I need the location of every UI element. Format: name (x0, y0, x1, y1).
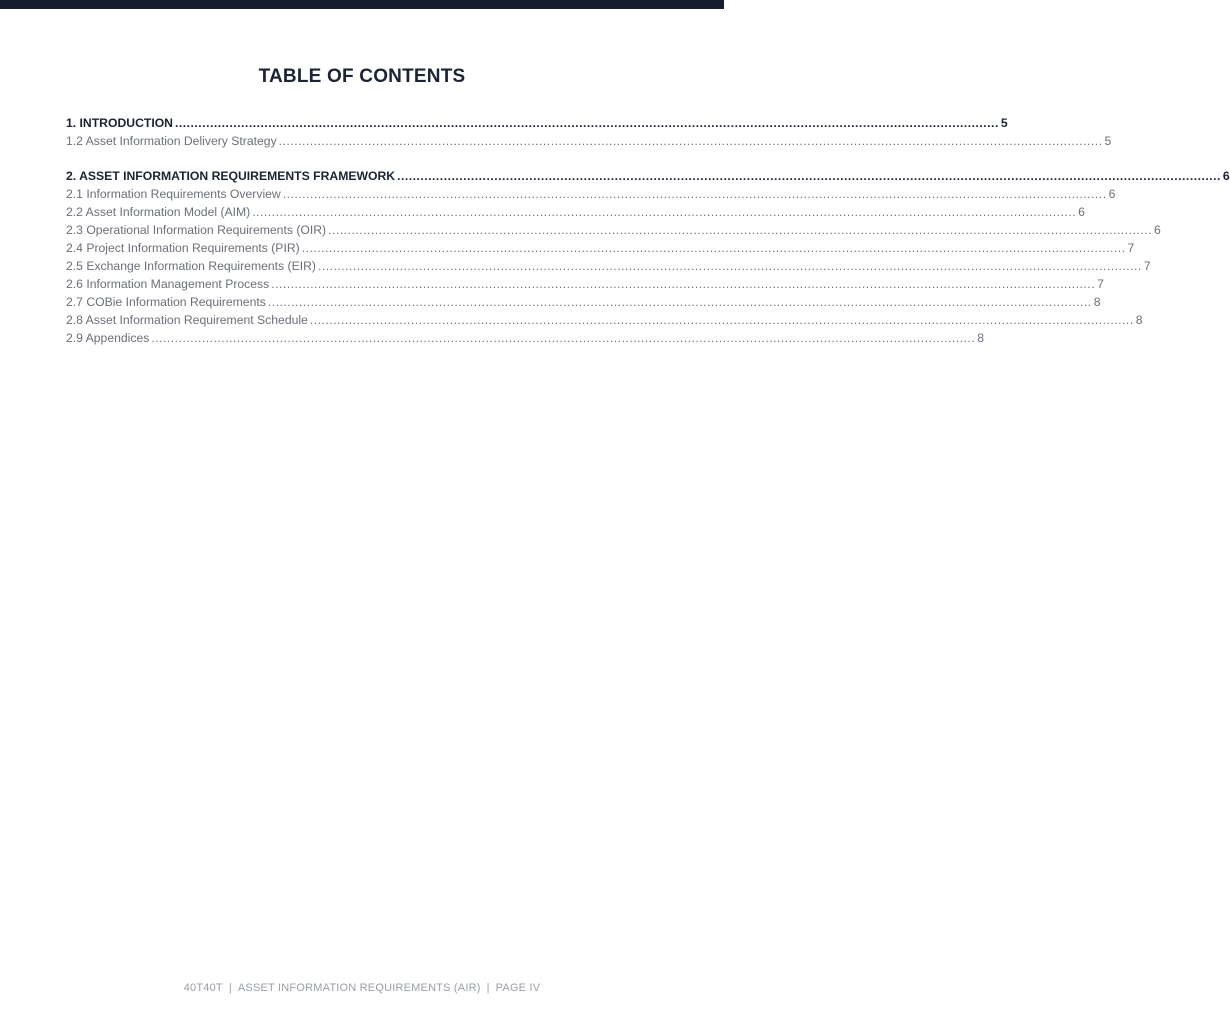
toc-dot-leader: .................................................................................................................................................................................................................... (282, 187, 1107, 201)
toc-entry-label: 2.7 COBie Information Requirements (66, 295, 266, 309)
toc-page-number: 6 (1222, 169, 1230, 183)
page-footer (0, 982, 724, 994)
toc-item-2-4[interactable] (66, 241, 1135, 259)
section-spacer (66, 152, 658, 169)
toc-item-2-7[interactable] (66, 295, 1101, 313)
footer-separator: | (228, 982, 232, 994)
toc-page-number: 6 (1108, 187, 1116, 201)
toc-page-number: 7 (1097, 277, 1104, 291)
toc-dot-leader: .................................................................................................................................................................................................................... (252, 205, 1077, 219)
toc-heading-introduction[interactable] (66, 116, 1008, 134)
toc-dot-leader: .................................................................................................................................................................................................................... (397, 169, 1221, 183)
toc-item-1-2[interactable] (66, 134, 1112, 152)
toc-dot-leader: .................................................................................................................................................................................................................... (151, 331, 976, 345)
footer-code: 40T40T (183, 982, 223, 994)
toc-page-number: 5 (1000, 116, 1008, 130)
toc-dot-leader: .................................................................................................................................................................................................................... (309, 313, 1134, 327)
toc-entry-label: 2.5 Exchange Information Requirements (EIR) (66, 259, 316, 273)
toc-page-number: 8 (1135, 313, 1143, 327)
toc-item-2-6[interactable] (66, 277, 1104, 295)
toc-dot-leader: .................................................................................................................................................................................................................... (174, 116, 999, 130)
toc-item-2-2[interactable] (66, 205, 1085, 223)
toc-page-number: 8 (1093, 295, 1101, 309)
toc-dot-leader: .................................................................................................................................................................................................................... (328, 223, 1152, 237)
toc-item-2-8[interactable] (66, 313, 1143, 331)
toc-entry-label: 2.4 Project Information Requirements (PIR) (66, 241, 300, 255)
toc-entry-label: 2.9 Appendices (66, 331, 150, 345)
toc-entry-label: 1.2 Asset Information Delivery Strategy (66, 134, 277, 148)
footer-separator: | (486, 982, 490, 994)
toc-entry-label: 2.6 Information Management Process (66, 277, 270, 291)
toc-page-number: 6 (1153, 223, 1161, 237)
toc-entry-label: 1. INTRODUCTION (66, 116, 173, 130)
toc-heading-framework[interactable] (66, 169, 1230, 187)
toc-dot-leader: .................................................................................................................................................................................................................... (317, 259, 1142, 273)
toc-page-number: 7 (1143, 259, 1151, 273)
page-title: TABLE OF CONTENTS (258, 66, 466, 87)
table-of-contents (66, 116, 1230, 349)
footer-page-number: PAGE IV (495, 982, 541, 994)
toc-dot-leader: .................................................................................................................................................................................................................... (278, 134, 1103, 148)
toc-item-2-3[interactable] (66, 223, 1161, 241)
toc-page-number: 5 (1104, 134, 1112, 148)
toc-entry-label: 2.1 Information Requirements Overview (66, 187, 281, 201)
toc-entry-label: 2.8 Asset Information Requirement Schedule (66, 313, 308, 327)
footer-document-title: ASSET INFORMATION REQUIREMENTS (AIR) (237, 982, 481, 994)
toc-page-number: 6 (1078, 205, 1085, 219)
toc-item-2-9[interactable] (66, 331, 984, 349)
toc-dot-leader: .................................................................................................................................................................................................................... (301, 241, 1126, 255)
toc-page-number: 8 (977, 331, 984, 345)
toc-item-2-1[interactable] (66, 187, 1116, 205)
toc-entry-label: 2.2 Asset Information Model (AIM) (66, 205, 251, 219)
toc-dot-leader: .................................................................................................................................................................................................................... (271, 277, 1096, 291)
toc-page-number: 7 (1127, 241, 1135, 255)
toc-entry-label: 2.3 Operational Information Requirements (OIR) (66, 223, 327, 237)
toc-dot-leader: .................................................................................................................................................................................................................... (267, 295, 1092, 309)
toc-item-2-5[interactable] (66, 259, 1151, 277)
toc-entry-label: 2. ASSET INFORMATION REQUIREMENTS FRAMEWORK (66, 169, 396, 183)
top-header-bar (0, 0, 724, 9)
